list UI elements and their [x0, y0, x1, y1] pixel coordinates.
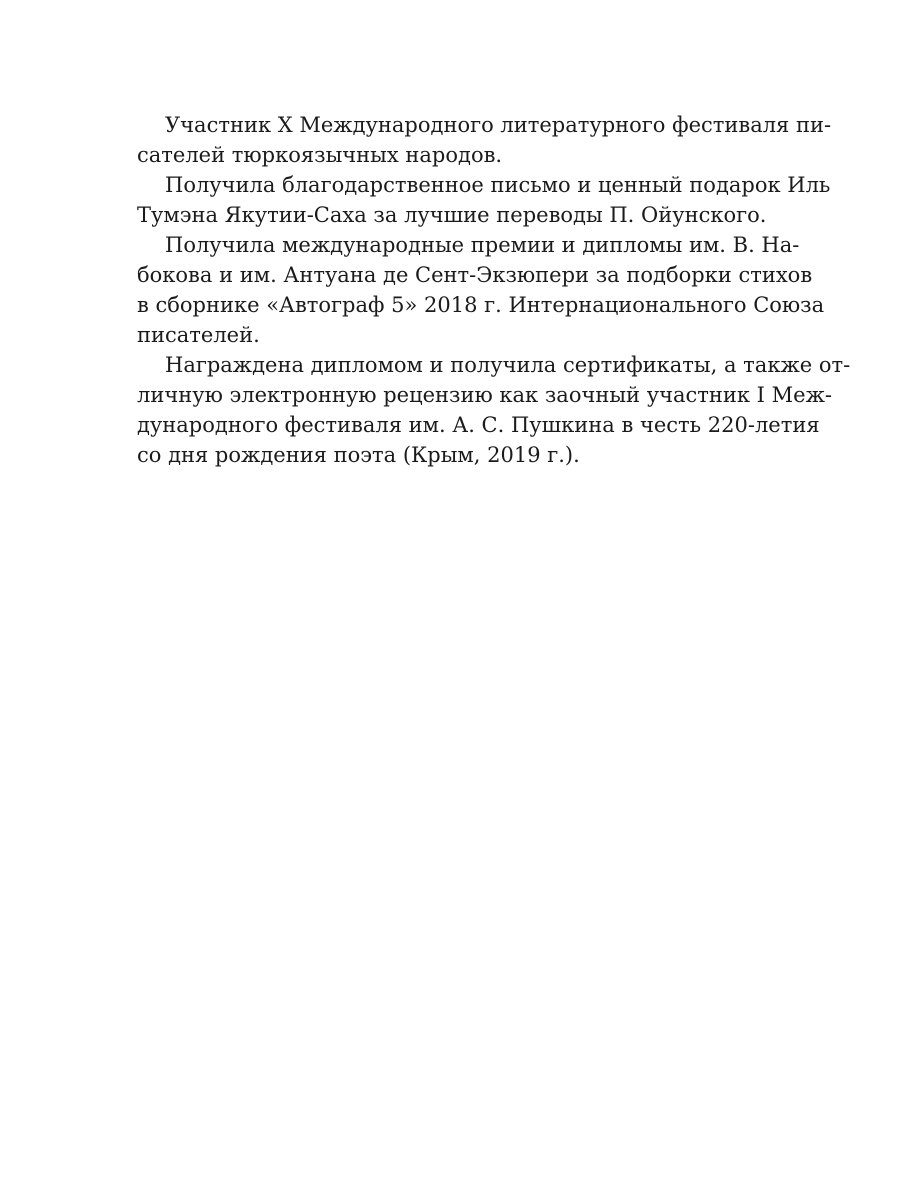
text-line: в сборнике «Автограф 5» 2018 г. Интернационального Союза [137, 293, 825, 317]
text-line: Тумэна Якутии-Саха за лучшие переводы П. Ойунского. [137, 203, 767, 227]
paragraph-awards [137, 230, 825, 350]
text-line: писателей. [137, 323, 260, 347]
paragraph-diploma [137, 350, 851, 470]
text-line: бокова и им. Антуана де Сент-Экзюпери за подборки стихов [137, 263, 813, 287]
text-line: сателей тюркоязычных народов. [137, 143, 503, 167]
body-text [137, 110, 851, 470]
text-line: дународного фестиваля им. А. С. Пушкина в честь 220-летия [137, 413, 820, 437]
text-line: Получила благодарственное письмо и ценный подарок Иль [165, 173, 831, 197]
paragraph-letter [137, 170, 831, 230]
text-line: Награждена дипломом и получила сертификаты, а также от- [165, 353, 851, 377]
text-line: Участник X Международного литературного фестиваля пи- [165, 113, 832, 137]
paragraph-festival [137, 110, 832, 170]
text-line: со дня рождения поэта (Крым, 2019 г.). [137, 443, 580, 467]
text-line: Получила международные премии и дипломы им. В. На- [165, 233, 800, 257]
text-line: личную электронную рецензию как заочный участник I Меж- [137, 383, 832, 407]
